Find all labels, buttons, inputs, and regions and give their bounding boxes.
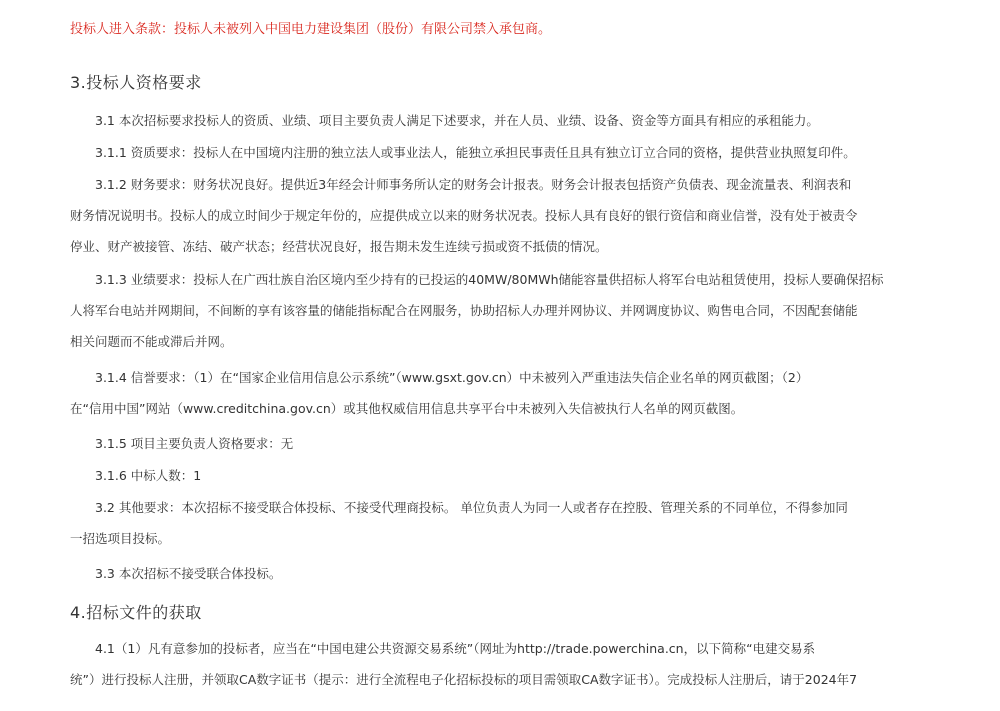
paragraph-3-2 xyxy=(70,492,900,554)
paragraph-line: 3.1.3 业绩要求：投标人在广西壮族自治区境内至少持有的已投运的40MW/80MWh储能容量供招标人将军台电站租赁使用，投标人要确保招标 xyxy=(95,272,884,287)
section-3-title: 3.投标人资格要求 xyxy=(70,73,202,92)
paragraph-3-3 xyxy=(70,558,900,589)
paragraph-line: 4.1（1）凡有意参加的投标者，应当在“中国电建公共资源交易系统”（网址为http://trade.powerchina.cn，以下简称“电建交易系 xyxy=(95,641,816,656)
paragraph-line: 3.1.1 资质要求：投标人在中国境内注册的独立法人或事业法人，能独立承担民事责任且具有独立订立合同的资格，提供营业执照复印件。 xyxy=(95,145,856,160)
paragraph-line: 3.1.5 项目主要负责人资格要求：无 xyxy=(95,436,294,451)
bidder-entry-notice: 投标人进入条款：投标人未被列入中国电力建设集团（股份）有限公司禁入承包商。 xyxy=(70,22,552,37)
paragraph-line: 统”）进行投标人注册，并领取CA数字证书（提示：进行全流程电子化招标投标的项目需领取CA数字证书）。完成投标人注册后，请于2024年7 xyxy=(70,672,858,687)
paragraph-line: 相关问题而不能或滞后并网。 xyxy=(70,334,233,349)
paragraph-line: 3.2 其他要求：本次招标不接受联合体投标、不接受代理商投标。 单位负责人为同一人或者存在控股、管理关系的不同单位，不得参加同 xyxy=(95,500,848,515)
section-4-title: 4.招标文件的获取 xyxy=(70,603,202,622)
paragraph-line: 人将军台电站并网期间，不间断的享有该容量的储能指标配合在网服务，协助招标人办理并网协议、并网调度协议、购售电合同，不因配套储能 xyxy=(70,303,858,318)
paragraph-line: 财务情况说明书。投标人的成立时间少于规定年份的，应提供成立以来的财务状况表。投标人具有良好的银行资信和商业信誉，没有处于被责令 xyxy=(70,208,858,223)
paragraph-3-1-3 xyxy=(70,264,900,357)
paragraph-3-1-5 xyxy=(70,428,900,459)
paragraph-3-1-1 xyxy=(70,137,900,168)
paragraph-line: 3.3 本次招标不接受联合体投标。 xyxy=(95,566,282,581)
paragraph-line: 3.1.4 信誉要求：（1）在“国家企业信用信息公示系统”（www.gsxt.gov.cn）中未被列入严重违法失信企业名单的网页截图；（2） xyxy=(95,370,809,385)
paragraph-line: 一招选项目投标。 xyxy=(70,531,171,546)
paragraph-line: 在“信用中国”网站（www.creditchina.gov.cn）或其他权威信用信息共享平台中未被列入失信被执行人名单的网页截图。 xyxy=(70,401,744,416)
paragraph-3-1 xyxy=(70,105,900,136)
paragraph-4-1 xyxy=(70,633,900,695)
paragraph-line: 3.1.6 中标人数：1 xyxy=(95,468,202,483)
paragraph-line: 3.1 本次招标要求投标人的资质、业绩、项目主要负责人满足下述要求，并在人员、业绩、设备、资金等方面具有相应的承租能力。 xyxy=(95,113,819,128)
paragraph-line: 3.1.2 财务要求：财务状况良好。提供近3年经会计师事务所认定的财务会计报表。财务会计报表包括资产负债表、现金流量表、利润表和 xyxy=(95,177,852,192)
paragraph-line: 停业、财产被接管、冻结、破产状态；经营状况良好，报告期未发生连续亏损或资不抵债的情况。 xyxy=(70,239,608,254)
paragraph-3-1-6 xyxy=(70,460,900,491)
paragraph-3-1-2 xyxy=(70,169,900,262)
paragraph-3-1-4 xyxy=(70,362,900,424)
